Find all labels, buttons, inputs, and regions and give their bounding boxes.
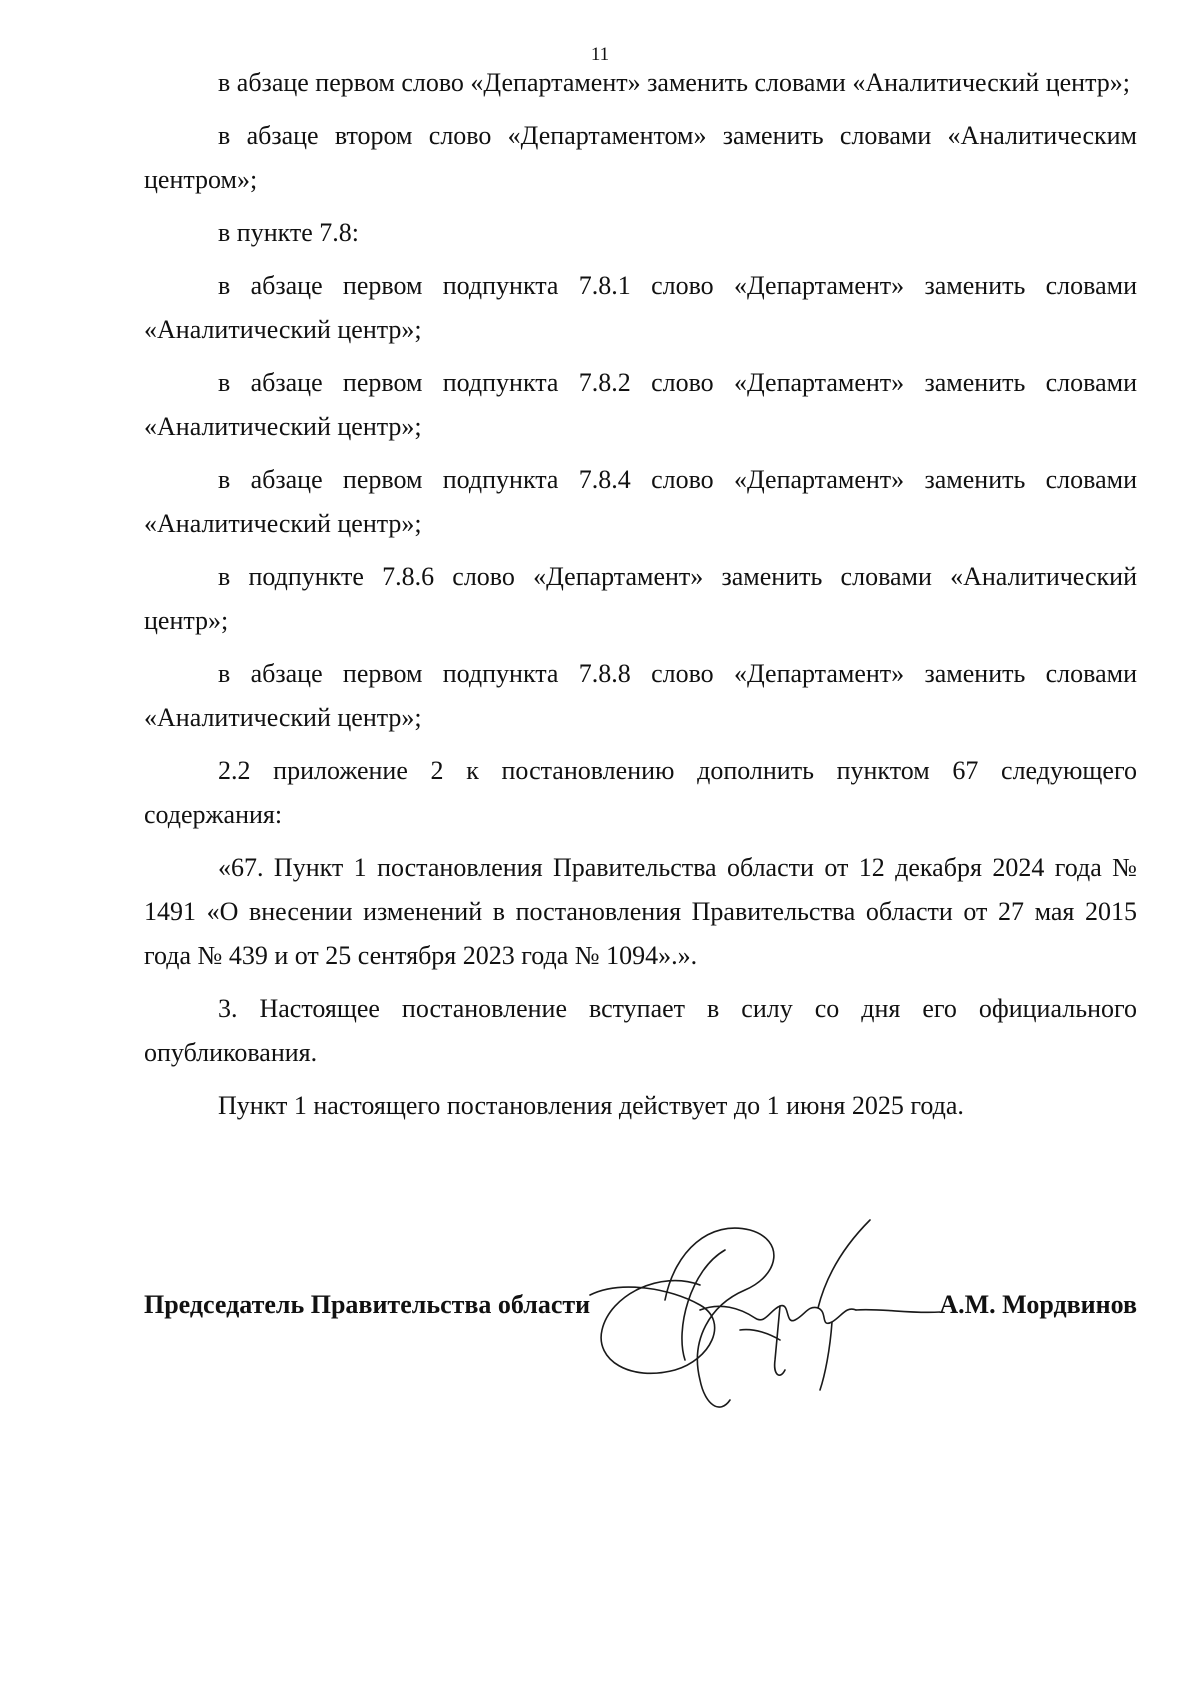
paragraph-5: в абзаце первом подпункта 7.8.2 слово «Департамент» заменить словами «Аналитический центр»; — [144, 368, 1137, 441]
paragraph-2: в абзаце втором слово «Департаментом» заменить словами «Аналитическим центром»; — [144, 121, 1137, 194]
handwritten-signature — [580, 1210, 950, 1430]
paragraph-7: в подпункте 7.8.6 слово «Департамент» заменить словами «Аналитический центр»; — [144, 562, 1137, 635]
signer-position-title: Председатель Правительства области — [144, 1290, 591, 1319]
paragraph-12: Пункт 1 настоящего постановления действует до 1 июня 2025 года. — [218, 1091, 964, 1120]
paragraph-11: 3. Настоящее постановление вступает в силу со дня его официального опубликования. — [144, 994, 1137, 1067]
signer-name: А.М. Мордвинов — [939, 1290, 1137, 1319]
paragraph-1: в абзаце первом слово «Департамент» заменить словами «Аналитический центр»; — [218, 68, 1130, 97]
document-body — [144, 61, 1137, 1137]
paragraph-8: в абзаце первом подпункта 7.8.8 слово «Департамент» заменить словами «Аналитический центр»; — [144, 659, 1137, 732]
page-number: 11 — [590, 44, 610, 65]
paragraph-10: «67. Пункт 1 постановления Правительства области от 12 декабря 2024 года № 1491 «О внесении изменений в постановления Правительства области от 27 мая 2015 года № 439 и от 25 сентября 2023 года № 1094».». — [144, 853, 1137, 970]
paragraph-6: в абзаце первом подпункта 7.8.4 слово «Департамент» заменить словами «Аналитический центр»; — [144, 465, 1137, 538]
paragraph-9: 2.2 приложение 2 к постановлению дополнить пунктом 67 следующего содержания: — [144, 756, 1137, 829]
paragraph-3: в пункте 7.8: — [218, 218, 360, 247]
paragraph-4: в абзаце первом подпункта 7.8.1 слово «Департамент» заменить словами «Аналитический центр»; — [144, 271, 1137, 344]
